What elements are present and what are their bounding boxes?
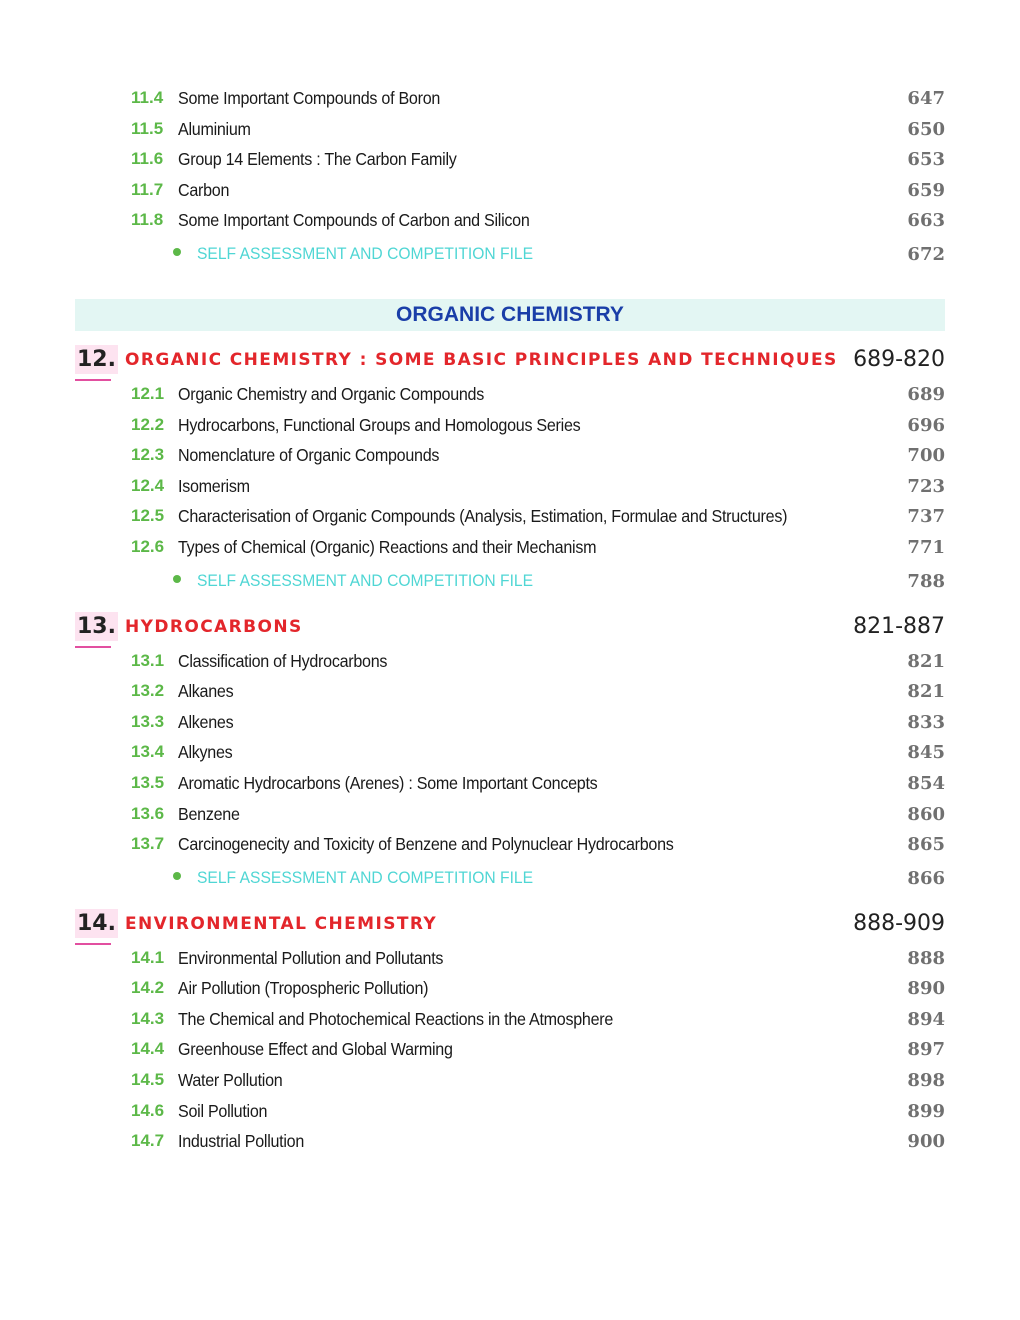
self-assessment-page: 788 — [907, 570, 945, 592]
section-title: Water Pollution — [178, 1070, 283, 1091]
toc-section-row[interactable] — [75, 829, 945, 860]
section-title: Industrial Pollution — [178, 1131, 305, 1152]
section-title: Carbon — [178, 179, 230, 200]
section-page: 900 — [907, 1131, 945, 1153]
section-number: 13.4 — [131, 742, 165, 762]
toc-section-row[interactable] — [75, 1065, 945, 1096]
section-number: 11.6 — [131, 149, 164, 169]
section-title: Aromatic Hydrocarbons (Arenes) : Some Important Concepts — [178, 772, 598, 793]
section-page: 845 — [907, 742, 945, 764]
section-number: 14.2 — [131, 978, 165, 998]
section-number: 14.7 — [131, 1131, 165, 1151]
toc-section-row[interactable] — [75, 501, 945, 532]
bullet-icon — [173, 575, 181, 583]
toc-section-row[interactable] — [75, 410, 945, 441]
section-page: 723 — [907, 475, 945, 497]
toc-section-row[interactable] — [75, 379, 945, 410]
chapter-number: 13. — [77, 613, 116, 639]
toc-section-row[interactable] — [75, 471, 945, 502]
self-assessment-row[interactable] — [75, 563, 945, 598]
section-page: 663 — [907, 210, 945, 232]
toc-section-row[interactable] — [75, 175, 945, 206]
chapter-number: 14. — [77, 910, 116, 936]
chapter-title: HYDROCARBONS — [125, 616, 303, 637]
section-title: Hydrocarbons, Functional Groups and Homologous Series — [178, 414, 581, 435]
bullet-icon — [173, 872, 181, 880]
section-title: Greenhouse Effect and Global Warming — [178, 1039, 453, 1060]
bullet-icon — [173, 248, 181, 256]
section-title: Air Pollution (Tropospheric Pollution) — [178, 978, 429, 999]
section-number: 12.5 — [131, 506, 165, 526]
toc-section-row[interactable] — [75, 768, 945, 799]
section-number: 14.6 — [131, 1100, 165, 1120]
section-number: 11.7 — [131, 179, 164, 199]
section-title: Isomerism — [178, 475, 250, 496]
section-number: 13.6 — [131, 803, 165, 823]
toc-section-row[interactable] — [75, 1004, 945, 1035]
self-assessment-row[interactable] — [75, 860, 945, 895]
section-page: 897 — [907, 1039, 945, 1061]
section-number: 13.5 — [131, 772, 165, 792]
toc-section-row[interactable] — [75, 205, 945, 236]
self-assessment-title: SELF ASSESSMENT AND COMPETITION FILE — [197, 570, 534, 590]
section-title: Benzene — [178, 803, 240, 824]
section-title: Some Important Compounds of Carbon and Silicon — [178, 210, 530, 231]
section-page: 647 — [907, 88, 945, 109]
section-page: 865 — [907, 834, 945, 856]
section-page: 894 — [907, 1008, 945, 1030]
section-title: Organic Chemistry and Organic Compounds — [178, 383, 485, 404]
toc-section-row[interactable] — [75, 943, 945, 974]
section-title: Nomenclature of Organic Compounds — [178, 445, 440, 466]
toc-section-row[interactable] — [75, 1034, 945, 1065]
section-number: 11.8 — [131, 210, 164, 230]
section-number: 13.2 — [131, 681, 165, 701]
section-title: Carcinogenecity and Toxicity of Benzene and Polynuclear Hydrocarbons — [178, 834, 674, 855]
toc-section-row[interactable] — [75, 114, 945, 145]
toc-section-row[interactable] — [75, 1126, 945, 1157]
section-number: 14.3 — [131, 1008, 165, 1028]
section-number: 13.7 — [131, 834, 165, 854]
section-page: 771 — [907, 536, 945, 558]
self-assessment-page: 866 — [907, 867, 945, 889]
section-number: 11.4 — [131, 88, 164, 107]
table-of-contents — [75, 83, 945, 1157]
section-page: 854 — [907, 772, 945, 794]
section-page: 689 — [907, 383, 945, 405]
section-title: Soil Pollution — [178, 1100, 268, 1121]
self-assessment-row[interactable] — [75, 236, 945, 271]
toc-section-row[interactable] — [75, 676, 945, 707]
chapter-title: ENVIRONMENTAL CHEMISTRY — [125, 913, 438, 934]
section-page: 650 — [907, 118, 945, 140]
section-number: 13.3 — [131, 711, 165, 731]
chapter-number: 12. — [77, 346, 116, 372]
toc-section-row[interactable] — [75, 83, 945, 114]
toc-section-row[interactable] — [75, 440, 945, 471]
unit-banner: ORGANIC CHEMISTRY — [75, 299, 945, 331]
section-number: 12.2 — [131, 414, 165, 434]
self-assessment-title: SELF ASSESSMENT AND COMPETITION FILE — [197, 867, 534, 887]
section-number: 14.4 — [131, 1039, 165, 1059]
section-number: 12.1 — [131, 383, 165, 403]
section-page: 659 — [907, 179, 945, 201]
section-number: 12.6 — [131, 536, 165, 556]
section-page: 899 — [907, 1100, 945, 1122]
section-page: 833 — [907, 711, 945, 733]
chapter-pages: 821-887 — [853, 613, 945, 639]
section-title: Aluminium — [178, 118, 251, 139]
chapter-pages: 888-909 — [853, 910, 945, 936]
chapter-title: ORGANIC CHEMISTRY : SOME BASIC PRINCIPLES AND TECHNIQUES — [125, 349, 838, 370]
section-page: 888 — [907, 947, 945, 969]
toc-section-row[interactable] — [75, 799, 945, 830]
toc-section-row[interactable] — [75, 737, 945, 768]
section-title: Types of Chemical (Organic) Reactions and their Mechanism — [178, 536, 597, 557]
chapter-pages: 689-820 — [853, 346, 945, 372]
section-title: Characterisation of Organic Compounds (Analysis, Estimation, Formulae and Structures) — [178, 506, 788, 527]
self-assessment-title: SELF ASSESSMENT AND COMPETITION FILE — [197, 243, 534, 263]
section-title: Alkanes — [178, 681, 234, 702]
section-page: 696 — [907, 414, 945, 436]
toc-section-row[interactable] — [75, 144, 945, 175]
section-number: 14.1 — [131, 947, 165, 967]
section-title: Environmental Pollution and Pollutants — [178, 947, 444, 968]
toc-section-row[interactable] — [75, 646, 945, 677]
section-number: 11.5 — [131, 118, 164, 138]
section-title: Alkynes — [178, 742, 233, 763]
section-page: 821 — [907, 681, 945, 703]
section-page: 653 — [907, 149, 945, 171]
section-number: 13.1 — [131, 650, 165, 670]
section-page: 860 — [907, 803, 945, 825]
section-page: 737 — [907, 506, 945, 528]
section-title: Group 14 Elements : The Carbon Family — [178, 149, 457, 170]
section-page: 821 — [907, 650, 945, 672]
section-number: 14.5 — [131, 1070, 165, 1090]
section-title: Alkenes — [178, 711, 234, 732]
section-page: 890 — [907, 978, 945, 1000]
section-number: 12.3 — [131, 445, 165, 465]
section-page: 700 — [907, 445, 945, 467]
section-number: 12.4 — [131, 475, 165, 495]
section-page: 898 — [907, 1070, 945, 1092]
toc-section-row[interactable] — [75, 707, 945, 738]
toc-section-row[interactable] — [75, 1096, 945, 1127]
section-title: The Chemical and Photochemical Reactions in the Atmosphere — [178, 1008, 614, 1029]
self-assessment-page: 672 — [907, 243, 945, 265]
section-title: Some Important Compounds of Boron — [178, 88, 441, 108]
section-title: Classification of Hydrocarbons — [178, 650, 388, 671]
toc-section-row[interactable] — [75, 532, 945, 563]
toc-section-row[interactable] — [75, 973, 945, 1004]
